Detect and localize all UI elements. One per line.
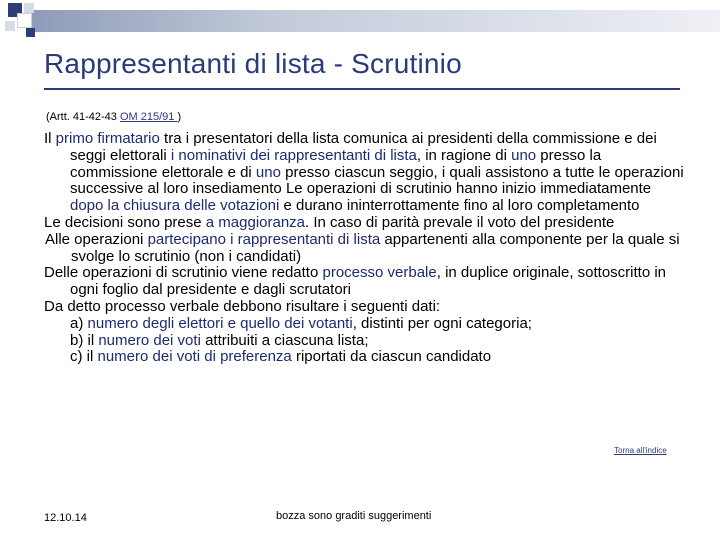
- paragraph-decisioni: [44, 215, 684, 232]
- text: presso ciascun seggio, i quali assistono a tutte le operazioni successive al loro insediamento Le operazioni di scrutinio hanno inizio immediatamente: [70, 163, 684, 198]
- emphasis-text: uno: [511, 146, 537, 164]
- text: tra i presentatori della lista comunica ai presidenti della commissione e dei seggi elettorali: [70, 130, 657, 164]
- text: appartenenti alla componente per la quale si svolge lo scrutinio (non i candidati): [71, 230, 680, 265]
- decor-square-white: [17, 13, 32, 28]
- subtitle-suffix: ): [177, 111, 182, 123]
- paragraph-processo-verbale: [44, 265, 684, 299]
- footer-note: bozza sono graditi suggerimenti: [276, 510, 432, 522]
- emphasis-text: numero degli elettori e quello dei votanti: [87, 314, 353, 332]
- emphasis-text: i nominativi dei rappresentanti di lista: [170, 146, 417, 164]
- text: b) il: [70, 331, 99, 349]
- emphasis-text: primo firmatario: [55, 130, 160, 147]
- subtitle: [46, 111, 181, 123]
- list-item-c: [44, 349, 684, 366]
- paragraph-dati-verbale: [44, 299, 684, 316]
- text: . In caso di parità prevale il voto del presidente: [305, 213, 615, 231]
- text: Le decisioni sono prese: [44, 213, 206, 231]
- emphasis-text: processo verbale: [322, 264, 437, 282]
- text: a): [70, 314, 88, 332]
- slide-body: [44, 131, 684, 366]
- emphasis-text: a maggioranza: [205, 213, 306, 231]
- text: Delle operazioni di scrutinio viene redatto: [44, 264, 323, 282]
- subtitle-prefix: (Artt. 41-42-43: [46, 111, 120, 123]
- text: , distinti per ogni categoria;: [352, 314, 532, 332]
- text: Il: [44, 130, 56, 147]
- text: Alle operazioni: [45, 230, 148, 248]
- paragraph-partecipazione: [44, 232, 684, 266]
- decor-square-navy-2: [26, 28, 35, 37]
- text: , in duplice originale, sottoscritto in ogni foglio dal presidente e dagli scrutatori: [70, 264, 667, 299]
- om-reference-link[interactable]: OM 215/91: [119, 111, 178, 123]
- emphasis-text: dopo la chiusura delle votazioni: [70, 197, 280, 215]
- back-to-index-link[interactable]: Torna all'indice: [614, 446, 667, 455]
- emphasis-text: uno: [255, 163, 281, 181]
- page-title: Rappresentanti di lista - Scrutinio: [44, 48, 462, 79]
- title-divider: [44, 88, 680, 90]
- emphasis-text: partecipano i rappresentanti di lista: [147, 230, 381, 248]
- list-item-a: [44, 316, 684, 333]
- text: riportati da ciascun candidato: [291, 348, 492, 366]
- text: c) il: [70, 348, 98, 366]
- emphasis-text: numero dei voti di preferenza: [97, 348, 292, 366]
- emphasis-text: numero dei voti: [98, 331, 201, 349]
- paragraph-primo-firmatario: [44, 131, 684, 215]
- decor-square-light: [24, 3, 34, 13]
- text: , in ragione di: [416, 146, 512, 164]
- text: Da detto processo verbale debbono risultare i seguenti dati:: [44, 297, 441, 315]
- header-gradient-bar: [30, 10, 720, 32]
- text: attribuiti a ciascuna lista;: [200, 331, 369, 349]
- text: presso la commissione elettorale e di: [70, 146, 602, 181]
- decor-square-light-2: [5, 21, 15, 31]
- list-item-b: [44, 333, 684, 350]
- footer-date: 12.10.14: [44, 512, 87, 524]
- text: e durano ininterrottamente fino al loro completamento: [279, 197, 640, 215]
